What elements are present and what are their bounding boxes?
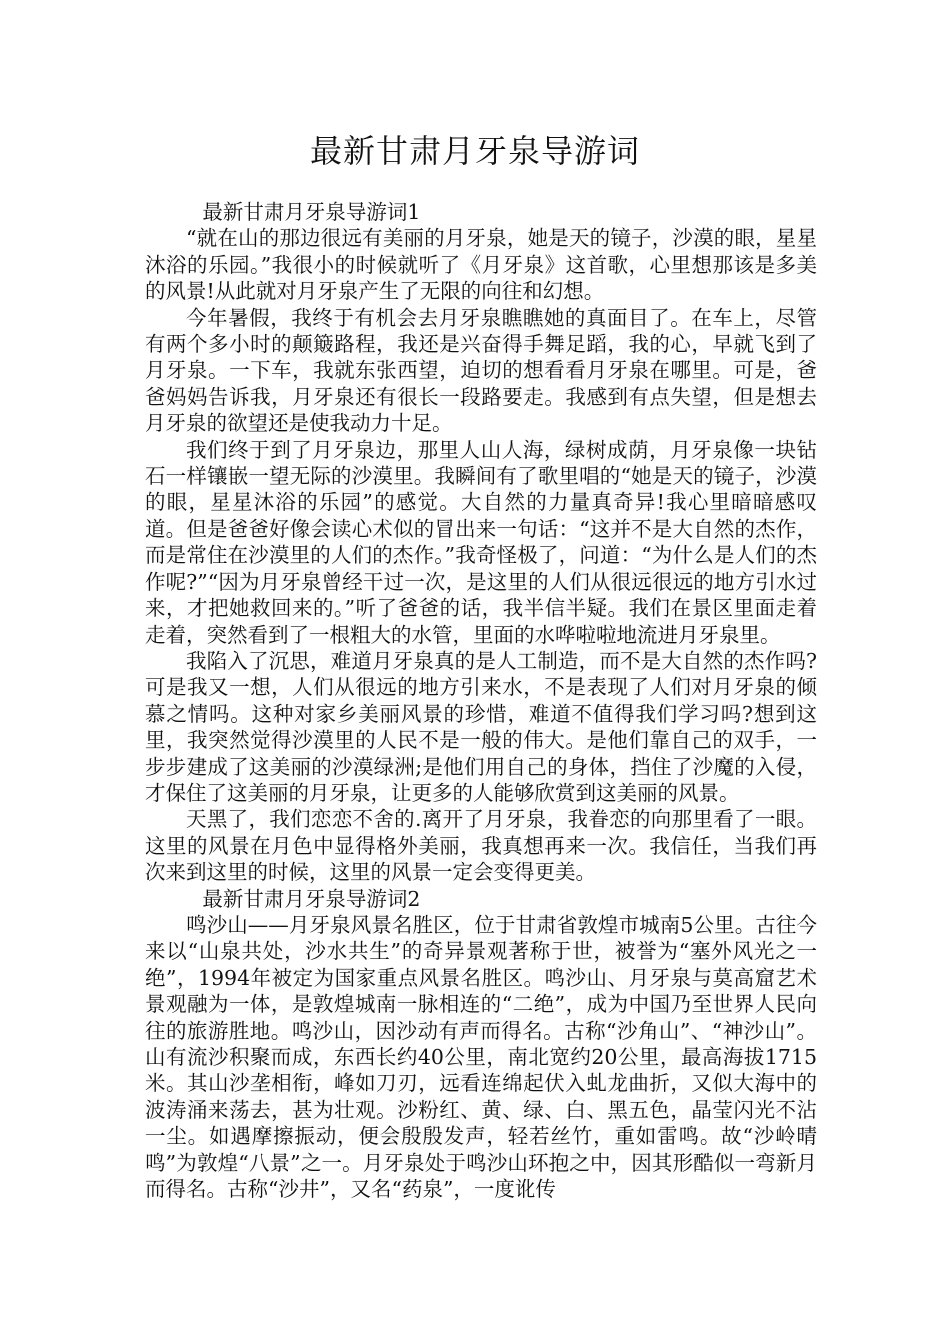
document-body xyxy=(145,199,817,1202)
section-heading-2: 最新甘肃月牙泉导游词2 xyxy=(202,886,421,911)
paragraph: 鸣沙山——月牙泉风景名胜区，位于甘肃省敦煌市城南5公里。古往今来以“山泉共处，沙水共生”的奇异景观著称于世，被誉为“塞外风光之一绝”，1994年被定为国家重点风景名胜区。鸣沙山、月牙泉与莫高窟艺术景观融为一体，是敦煌城南一脉相连的“二绝”，成为中国乃至世界人民向往的旅游胜地。鸣沙山，因沙动有声而得名。古称“沙角山”、“神沙山”。山有流沙积聚而成，东西长约40公里，南北宽约20公里，最高海拔1715米。其山沙垄相衔，峰如刀刃，远看连绵起伏入虬龙曲折，又似大海中的波涛涌来荡去，甚为壮观。沙粉红、黄、绿、白、黑五色，晶莹闪光不沾一尘。如遇摩擦振动，便会殷殷发声，轻若丝竹，重如雷鸣。故“沙岭晴鸣”为敦煌“八景”之一。月牙泉处于鸣沙山环抱之中，因其形酷似一弯新月而得名。古称“沙井”，又名“药泉”，一度讹传 xyxy=(145,912,817,1202)
paragraph: 今年暑假，我终于有机会去月牙泉瞧瞧她的真面目了。在车上，尽管有两个多小时的颠簸路程，我还是兴奋得手舞足蹈，我的心，早就飞到了月牙泉。一下车，我就东张西望，迫切的想看看月牙泉在哪里。可是，爸爸妈妈告诉我，月牙泉还有很长一段路要走。我感到有点失望，但是想去月牙泉的欲望还是使我动力十足。 xyxy=(145,305,817,436)
document-title: 最新甘肃月牙泉导游词 xyxy=(309,132,640,170)
paragraph: “就在山的那边很远有美丽的月牙泉，她是天的镜子，沙漠的眼，星星沐浴的乐园。”我很小的时候就听了《月牙泉》这首歌，心里想那该是多美的风景!从此就对月牙泉产生了无限的向往和幻想。 xyxy=(145,226,817,304)
section-heading-1: 最新甘肃月牙泉导游词1 xyxy=(202,200,421,224)
paragraph: 我陷入了沉思，难道月牙泉真的是人工制造，而不是大自然的杰作吗?可是我又一想，人们从很远的地方引来水，不是表现了人们对月牙泉的倾慕之情吗。这种对家乡美丽风景的珍惜，难道不值得我们学习吗?想到这里，我突然觉得沙漠里的人民不是一般的伟大。是他们靠自己的双手，一步步建成了这美丽的沙漠绿洲;是他们用自己的身体，挡住了沙魔的入侵，才保住了这美丽的月牙泉，让更多的人能够欣赏到这美丽的风景。 xyxy=(145,648,817,805)
paragraph: 我们终于到了月牙泉边，那里人山人海，绿树成荫，月牙泉像一块钻石一样镶嵌一望无际的沙漠里。我瞬间有了歌里唱的“她是天的镜子，沙漠的眼，星星沐浴的乐园”的感觉。大自然的力量真奇异!我心里暗暗感叹道。但是爸爸好像会读心术似的冒出来一句话：“这并不是大自然的杰作，而是常住在沙漠里的人们的杰作。”我奇怪极了，问道：“为什么是人们的杰作呢?”“因为月牙泉曾经干过一次，是这里的人们从很远很远的地方引水过来，才把她救回来的。”听了爸爸的话，我半信半疑。我们在景区里面走着走着，突然看到了一根粗大的水管，里面的水哗啦啦地流进月牙泉里。 xyxy=(145,437,817,647)
paragraph: 天黑了，我们恋恋不舍的.离开了月牙泉，我眷恋的向那里看了一眼。这里的风景在月色中显得格外美丽，我真想再来一次。我信任，当我们再次来到这里的时候，这里的风景一定会变得更美。 xyxy=(145,807,817,885)
